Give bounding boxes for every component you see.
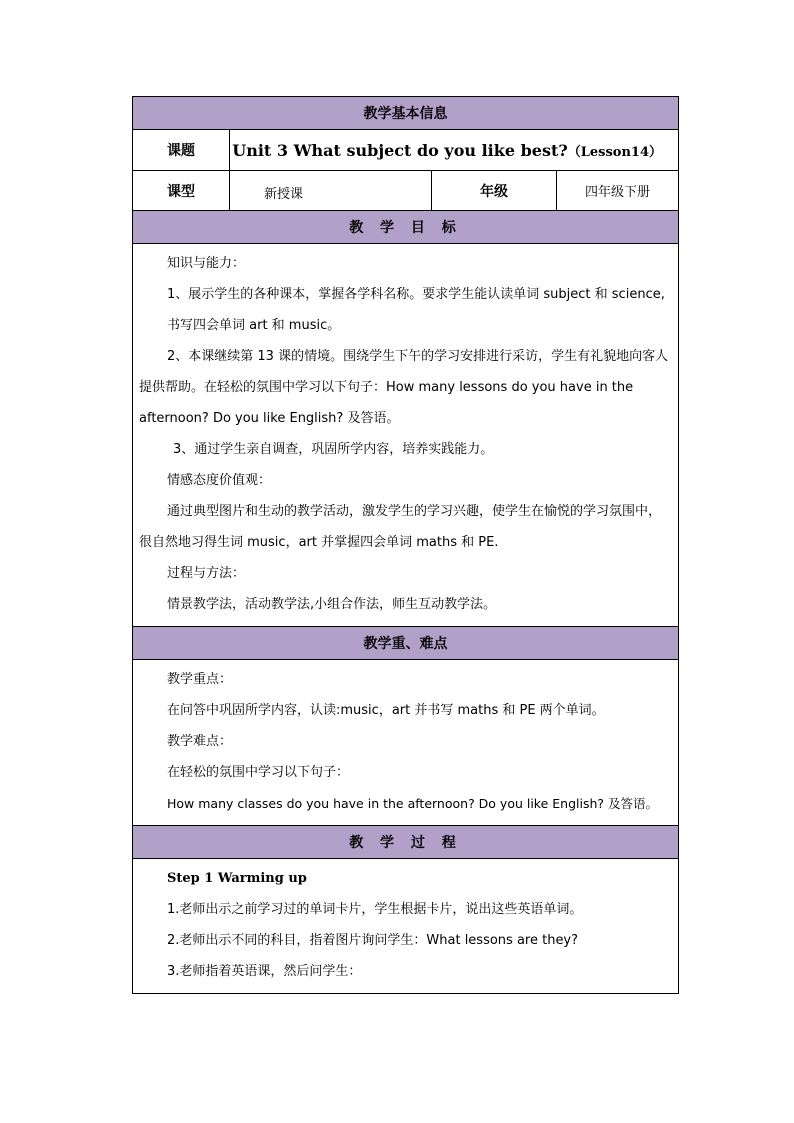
key-points-header-row <box>133 627 679 660</box>
step1-item-3: 3.老师指着英语课，然后问学生： <box>167 964 362 979</box>
key-points-header: 教学重、难点 <box>133 627 679 660</box>
type-grade-row <box>133 171 679 211</box>
type-value: 新授课 <box>230 171 432 211</box>
process-header-row <box>133 826 679 859</box>
focus-heading: 教学重点： <box>167 672 233 687</box>
grade-label: 年级 <box>432 171 557 211</box>
objective-item-1: 1、展示学生的各种课本，掌握各学科名称。要求学生能认读单词 subject 和 science, <box>167 287 665 302</box>
lesson-plan-sheet <box>132 96 678 994</box>
basic-info-header: 教学基本信息 <box>133 97 679 130</box>
type-label: 课型 <box>133 171 230 211</box>
step1-title: Step 1 Warming up <box>167 871 307 886</box>
topic-label: 课题 <box>133 130 230 171</box>
knowledge-heading: 知识与能力： <box>167 256 246 271</box>
method-text: 情景教学法，活动教学法,小组合作法，师生互动教学法。 <box>167 597 497 612</box>
topic-value: Unit 3 What subject do you like best? <box>232 140 568 160</box>
process-body <box>133 859 679 994</box>
basic-info-header-row <box>133 97 679 130</box>
objectives-body-row <box>133 244 679 627</box>
objectives-body <box>133 244 679 627</box>
process-body-row <box>133 859 679 994</box>
difficulty-text-2: How many classes do you have in the afternoon? Do you like English? 及答语。 <box>167 796 659 811</box>
process-header: 教 学 过 程 <box>133 826 679 859</box>
objectives-header: 教 学 目 标 <box>133 211 679 244</box>
step1-item-1: 1.老师出示之前学习过的单词卡片，学生根据卡片，说出这些英语单词。 <box>167 902 583 917</box>
topic-value-cell <box>230 130 679 171</box>
objective-item-3: 3、通过学生亲自调查，巩固所学内容，培养实践能力。 <box>173 442 494 457</box>
objectives-header-row <box>133 211 679 244</box>
method-heading: 过程与方法： <box>167 566 246 581</box>
focus-text: 在问答中巩固所学内容，认读:music，art 并书写 maths 和 PE 两个单词。 <box>167 703 605 718</box>
difficulty-heading: 教学难点： <box>167 734 233 749</box>
topic-lesson: （Lesson14） <box>567 144 662 160</box>
lesson-plan-table <box>132 96 679 994</box>
objective-item-2: 2、本课继续第 13 课的情境。围绕学生下午的学习安排进行采访，学生有礼貌地向客人提供帮助。在轻松的氛围中学习以下句子：How many lessons do you have in the afternoon? Do you like English? 及答语。 <box>139 349 669 426</box>
step1-item-2: 2.老师出示不同的科目，指着图片询问学生：What lessons are they? <box>167 933 579 948</box>
grade-value: 四年级下册 <box>557 171 679 211</box>
key-points-body <box>133 660 679 826</box>
emotion-text: 通过典型图片和生动的教学活动，激发学生的学习兴趣，使学生在愉悦的学习氛围中，很自然地习得生词 music，art 并掌握四会单词 maths 和 PE. <box>139 504 662 550</box>
difficulty-text-1: 在轻松的氛围中学习以下句子： <box>167 765 350 780</box>
key-points-body-row <box>133 660 679 826</box>
emotion-heading: 情感态度价值观： <box>167 473 272 488</box>
objective-item-1-cont: 书写四会单词 art 和 music。 <box>167 318 341 333</box>
topic-row <box>133 130 679 171</box>
